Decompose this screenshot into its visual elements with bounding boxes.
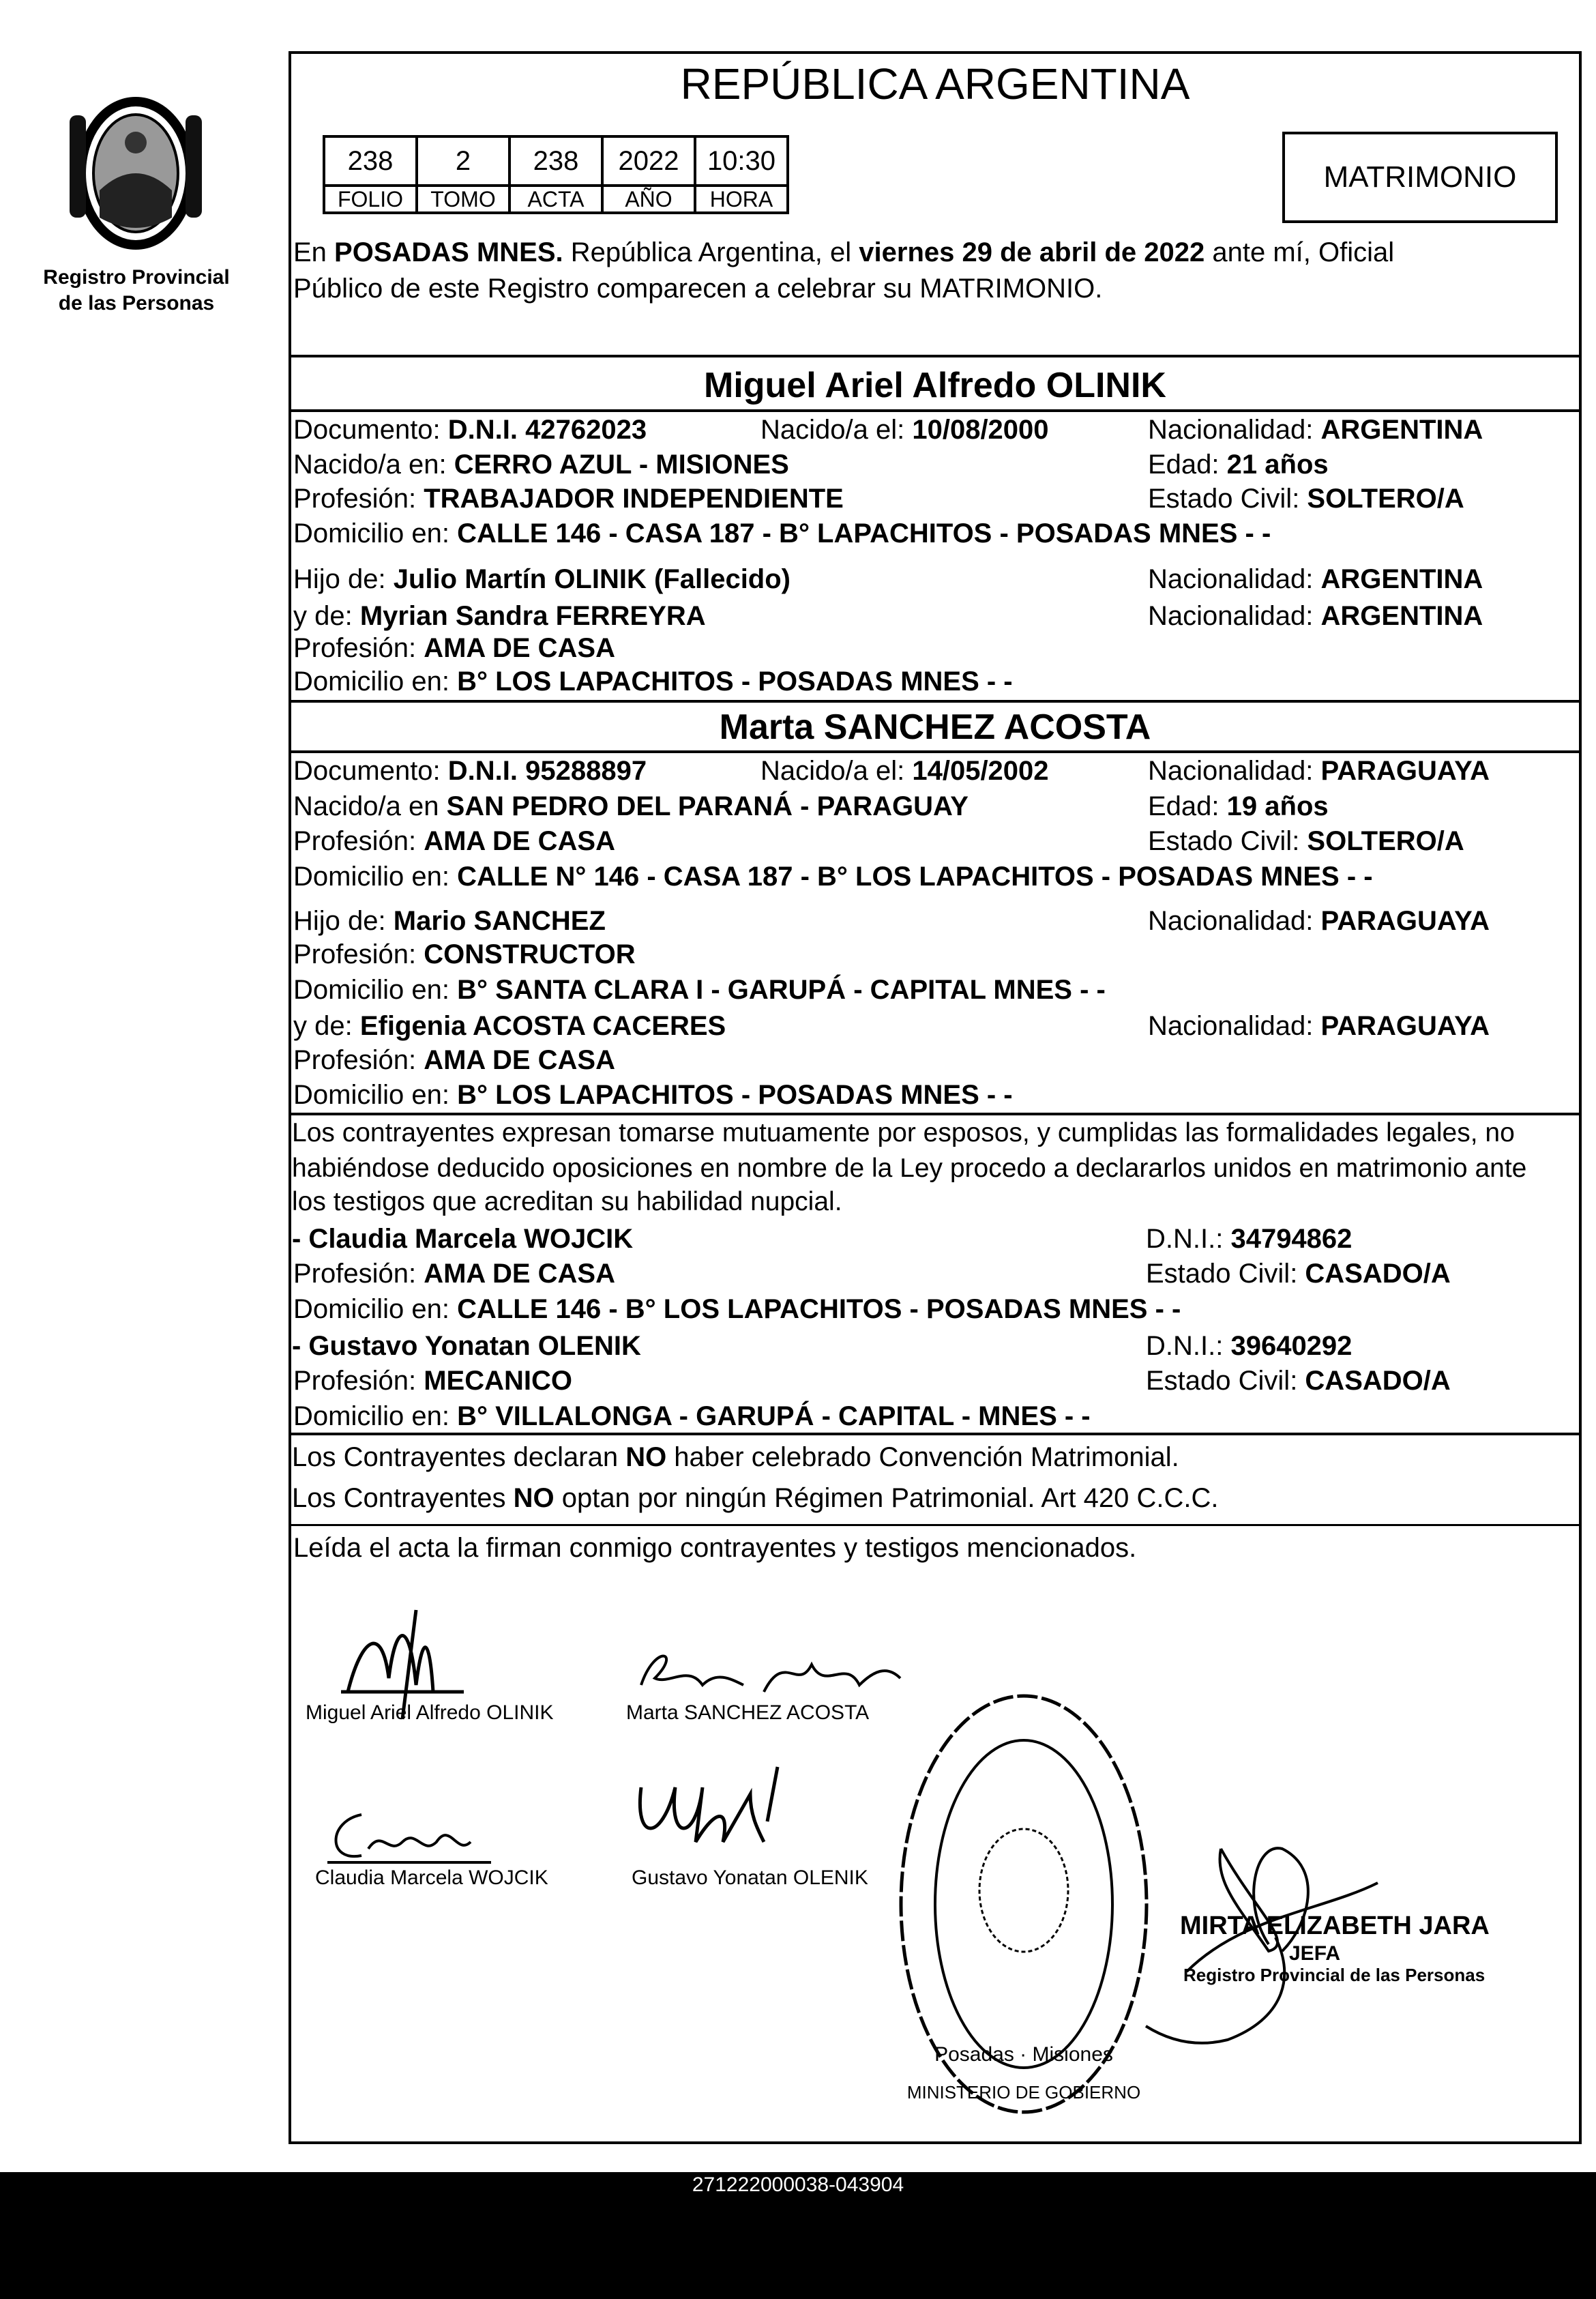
official-seal-stamp — [894, 1686, 1153, 2122]
divider — [289, 1433, 1582, 1435]
spouse2-father: Hijo de: Mario SANCHEZ — [293, 906, 606, 936]
acta-value: 238 — [509, 136, 602, 186]
tomo-value: 2 — [417, 136, 509, 186]
document-type-box: MATRIMONIO — [1282, 132, 1558, 223]
logo-caption-line2: de las Personas — [58, 292, 215, 314]
spouse2-mother: y de: Efigenia ACOSTA CACERES — [293, 1011, 726, 1041]
footer-bar — [0, 2172, 1596, 2299]
spouse1-mother-profession: Profesión: AMA DE CASA — [293, 633, 615, 663]
page-title: REPÚBLICA ARGENTINA — [680, 59, 1190, 108]
footer-code: 271222000038-043904 — [692, 2173, 904, 2196]
spouse2-father-address: Domicilio en: B° SANTA CLARA I - GARUPÁ - CAPITAL MNES - - — [293, 975, 1106, 1005]
witness1-civil-status: Estado Civil: CASADO/A — [1146, 1259, 1451, 1289]
spouse1-profession: Profesión: TRABAJADOR INDEPENDIENTE — [293, 484, 844, 514]
signature-label-spouse2: Marta SANCHEZ ACOSTA — [626, 1701, 870, 1724]
spouse2-birthplace: Nacido/a en SAN PEDRO DEL PARANÁ - PARAGUAY — [293, 791, 969, 821]
intro-line2: Público de este Registro comparecen a celebrar su MATRIMONIO. — [293, 274, 1103, 304]
spouse2-nationality: Nacionalidad: PARAGUAYA — [1148, 756, 1490, 786]
spouse2-mother-profession: Profesión: AMA DE CASA — [293, 1045, 615, 1075]
signature-label-spouse1: Miguel Ariel Alfredo OLINIK — [306, 1701, 554, 1724]
signature-label-witness2: Gustavo Yonatan OLENIK — [632, 1866, 868, 1889]
misiones-coat-of-arms-icon — [59, 88, 213, 259]
closing-statement: Leída el acta la firman conmigo contrayentes y testigos mencionados. — [293, 1533, 1137, 1563]
witness1-address: Domicilio en: CALLE 146 - B° LOS LAPACHITOS - POSADAS MNES - - — [293, 1294, 1181, 1324]
divider — [289, 409, 1582, 412]
anio-label: AÑO — [602, 186, 695, 213]
declaration-line3: los testigos que acreditan su habilidad nupcial. — [292, 1187, 842, 1216]
spouse1-birthdate: Nacido/a el: 10/08/2000 — [760, 415, 1049, 445]
registry-table — [323, 135, 789, 214]
tomo-label: TOMO — [417, 186, 509, 213]
intro-line1: En POSADAS MNES. República Argentina, el viernes 29 de abril de 2022 ante mí, Oficial — [293, 237, 1395, 267]
logo-caption-line1: Registro Provincial — [43, 266, 230, 289]
folio-value: 238 — [324, 136, 417, 186]
witness1-name: - Claudia Marcela WOJCIK — [292, 1224, 634, 1254]
witness1-dni: D.N.I.: 34794862 — [1146, 1224, 1353, 1254]
spouse2-father-profession: Profesión: CONSTRUCTOR — [293, 939, 636, 969]
official-name: MIRTA ELIZABETH JARA — [1180, 1912, 1490, 1940]
divider — [289, 355, 1582, 357]
spouse2-mother-address: Domicilio en: B° LOS LAPACHITOS - POSADAS MNES - - — [293, 1080, 1013, 1110]
witness2-civil-status: Estado Civil: CASADO/A — [1146, 1366, 1451, 1396]
witness2-dni: D.N.I.: 39640292 — [1146, 1331, 1353, 1361]
spouse2-profession: Profesión: AMA DE CASA — [293, 826, 615, 856]
hora-label: HORA — [695, 186, 788, 213]
declaration-line2: habiéndose deducido oposiciones en nombre de la Ley procedo a declararlos unidos en matrimonio ante — [292, 1154, 1527, 1183]
spouse1-birthplace: Nacido/a en: CERRO AZUL - MISIONES — [293, 450, 789, 480]
spouse1-father-nationality: Nacionalidad: ARGENTINA — [1148, 564, 1483, 594]
declaration-line1: Los contrayentes expresan tomarse mutuamente por esposos, y cumplidas las formalidades legales, no — [292, 1118, 1515, 1147]
spouse1-address: Domicilio en: CALLE 146 - CASA 187 - B° LAPACHITOS - POSADAS MNES - - — [293, 518, 1271, 548]
spouse2-age: Edad: 19 años — [1148, 791, 1329, 821]
intro-place: POSADAS MNES. — [334, 237, 563, 267]
svg-text:MINISTERIO DE GOBIERNO: MINISTERIO DE GOBIERNO — [906, 2082, 1141, 2103]
spouse2-father-nationality: Nacionalidad: PARAGUAYA — [1148, 906, 1490, 936]
spouse2-address: Domicilio en: CALLE N° 146 - CASA 187 - B° LOS LAPACHITOS - POSADAS MNES - - — [293, 862, 1373, 892]
witness2-address: Domicilio en: B° VILLALONGA - GARUPÁ - CAPITAL - MNES - - — [293, 1401, 1091, 1431]
patrimonial-regime-statement: Los Contrayentes NO optan por ningún Régimen Patrimonial. Art 420 C.C.C. — [292, 1483, 1219, 1513]
spouse1-age: Edad: 21 años — [1148, 450, 1329, 480]
divider — [289, 700, 1582, 703]
spouse1-mother-address: Domicilio en: B° LOS LAPACHITOS - POSADAS MNES - - — [293, 667, 1013, 697]
hora-value: 10:30 — [695, 136, 788, 186]
spouse2-mother-nationality: Nacionalidad: PARAGUAYA — [1148, 1011, 1490, 1041]
divider — [289, 1113, 1582, 1115]
acta-label: ACTA — [509, 186, 602, 213]
divider — [289, 1524, 1582, 1526]
spouse1-document: Documento: D.N.I. 42762023 — [293, 415, 647, 445]
signature-gustavo — [621, 1760, 798, 1862]
folio-label: FOLIO — [324, 186, 417, 213]
witness2-name: - Gustavo Yonatan OLENIK — [292, 1331, 641, 1361]
official-role: JEFA — [1289, 1942, 1341, 1965]
spouse2-civil-status: Estado Civil: SOLTERO/A — [1148, 826, 1464, 856]
spouse1-father: Hijo de: Julio Martín OLINIK (Fallecido) — [293, 564, 790, 594]
official-office: Registro Provincial de las Personas — [1183, 1965, 1486, 1985]
spouse1-mother: y de: Myrian Sandra FERREYRA — [293, 601, 706, 631]
convention-statement: Los Contrayentes declaran NO haber celebrado Convención Matrimonial. — [292, 1442, 1179, 1472]
spouse2-birthdate: Nacido/a el: 14/05/2002 — [760, 756, 1049, 786]
spouse1-name: Miguel Ariel Alfredo OLINIK — [704, 366, 1166, 405]
anio-value: 2022 — [602, 136, 695, 186]
signature-claudia — [314, 1801, 512, 1869]
spouse1-mother-nationality: Nacionalidad: ARGENTINA — [1148, 601, 1483, 631]
witness2-profession: Profesión: MECANICO — [293, 1366, 572, 1396]
spouse2-document: Documento: D.N.I. 95288897 — [293, 756, 647, 786]
svg-text:Posadas · Misiones: Posadas · Misiones — [934, 2043, 1113, 2066]
spouse2-name: Marta SANCHEZ ACOSTA — [719, 707, 1151, 747]
spouse1-civil-status: Estado Civil: SOLTERO/A — [1148, 484, 1464, 514]
divider — [289, 750, 1582, 753]
spouse1-nationality: Nacionalidad: ARGENTINA — [1148, 415, 1483, 445]
signature-label-witness1: Claudia Marcela WOJCIK — [315, 1866, 548, 1889]
intro-date: viernes 29 de abril de 2022 — [859, 237, 1205, 267]
witness1-profession: Profesión: AMA DE CASA — [293, 1259, 615, 1289]
